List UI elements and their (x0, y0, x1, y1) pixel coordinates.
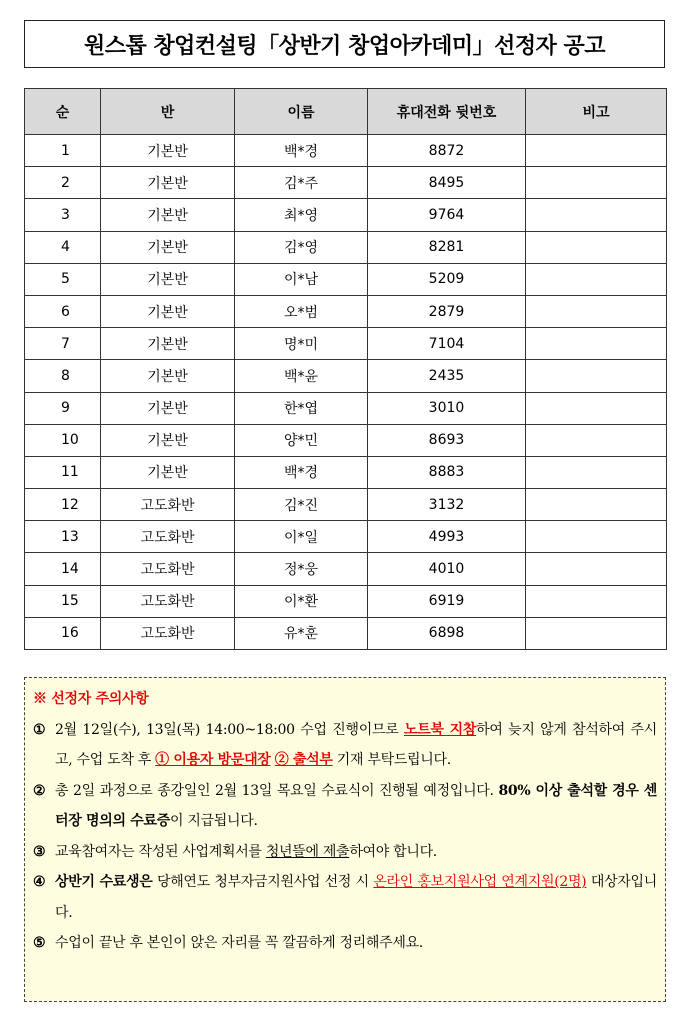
cell-class: 기본반 (101, 263, 235, 295)
table-row (25, 295, 667, 327)
cell-phone: 6919 (368, 585, 526, 617)
cell-phone: 8872 (368, 135, 526, 167)
cell-class: 기본반 (101, 199, 235, 231)
cell-name: 김*주 (235, 167, 368, 199)
cell-note (526, 199, 667, 231)
cell-no: 3 (25, 199, 101, 231)
table-row (25, 456, 667, 488)
notice-item-5: ⑤ 수업이 끝난 후 본인이 앉은 자리를 꼭 깔끔하게 정리해주세요. (33, 928, 657, 959)
cell-class: 기본반 (101, 135, 235, 167)
cell-no: 2 (25, 167, 101, 199)
cell-phone: 9764 (368, 199, 526, 231)
table-row (25, 263, 667, 295)
cell-no: 13 (25, 521, 101, 553)
header-note: 비고 (526, 89, 667, 135)
cell-no: 8 (25, 360, 101, 392)
cell-no: 9 (25, 392, 101, 424)
notice-item-2: ② 총 2일 과정으로 종강일인 2월 13일 목요일 수료식이 진행될 예정입니다. 80% 이상 출석할 경우 센터장 명의의 수료증이 지급됩니다. (33, 776, 657, 837)
cell-note (526, 231, 667, 263)
cell-name: 김*진 (235, 489, 368, 521)
cell-name: 한*엽 (235, 392, 368, 424)
cell-no: 11 (25, 456, 101, 488)
header-class: 반 (101, 89, 235, 135)
cell-note (526, 489, 667, 521)
cell-name: 양*민 (235, 424, 368, 456)
table-row (25, 424, 667, 456)
certificate-condition: 80% 이상 출석할 경우 센터장 명의의 수료증 (55, 782, 657, 829)
notice-item-number: ② (33, 782, 46, 799)
table-row (25, 521, 667, 553)
table-row (25, 489, 667, 521)
cell-class: 기본반 (101, 424, 235, 456)
online-promo-support: 온라인 홍보지원사업 연계지원(2명) (373, 874, 587, 890)
cell-phone: 8495 (368, 167, 526, 199)
header-no: 순 (25, 89, 101, 135)
page-title: 원스톱 창업컨설팅「상반기 창업아카데미」선정자 공고 (24, 20, 665, 68)
cell-class: 고도화반 (101, 617, 235, 649)
notice-item-number: ④ (33, 874, 46, 890)
header-name: 이름 (235, 89, 368, 135)
cell-class: 기본반 (101, 295, 235, 327)
notice-item-1: ① 2월 12일(수), 13일(목) 14:00~18:00 수업 진행이므로 노트북 지참하여 늦지 않게 참석하여 주시고, 수업 도착 후 ① 이용자 방문대장 ② 출석부 기재 부탁드립니다. (33, 715, 657, 776)
table-row (25, 553, 667, 585)
cell-no: 10 (25, 424, 101, 456)
cell-name: 정*웅 (235, 553, 368, 585)
cell-class: 고도화반 (101, 489, 235, 521)
cell-name: 명*미 (235, 328, 368, 360)
header-phone: 휴대전화 뒷번호 (368, 89, 526, 135)
table-row (25, 167, 667, 199)
cell-no: 6 (25, 295, 101, 327)
cell-note (526, 392, 667, 424)
notice-item-number: ① (33, 721, 46, 738)
attendance-sheet: ② 출석부 (274, 752, 333, 768)
cell-name: 백*경 (235, 456, 368, 488)
notice-heading: ※ 선정자 주의사항 (33, 691, 149, 707)
cell-name: 김*영 (235, 231, 368, 263)
table-row (25, 231, 667, 263)
cell-note (526, 263, 667, 295)
cell-name: 오*범 (235, 295, 368, 327)
cell-name: 이*일 (235, 521, 368, 553)
cell-note (526, 456, 667, 488)
cell-no: 12 (25, 489, 101, 521)
cell-note (526, 328, 667, 360)
cell-note (526, 585, 667, 617)
cell-phone: 5209 (368, 263, 526, 295)
cell-no: 16 (25, 617, 101, 649)
cell-phone: 4010 (368, 553, 526, 585)
selection-table (24, 88, 667, 650)
cell-phone: 4993 (368, 521, 526, 553)
cell-no: 15 (25, 585, 101, 617)
first-half-graduates: 상반기 수료생은 (55, 874, 153, 890)
cell-phone: 6898 (368, 617, 526, 649)
table-header-row (25, 89, 667, 135)
cell-name: 유*훈 (235, 617, 368, 649)
cell-class: 기본반 (101, 231, 235, 263)
cell-name: 백*윤 (235, 360, 368, 392)
cell-class: 고도화반 (101, 521, 235, 553)
table-row (25, 585, 667, 617)
cell-note (526, 295, 667, 327)
cell-class: 기본반 (101, 456, 235, 488)
cell-class: 기본반 (101, 328, 235, 360)
notice-item-4: ④ 상반기 수료생은 당해연도 청부자금지원사업 선정 시 온라인 홍보지원사업 연계지원(2명) 대상자입니다. (33, 867, 657, 928)
cell-phone: 8693 (368, 424, 526, 456)
cell-phone: 2435 (368, 360, 526, 392)
cell-no: 7 (25, 328, 101, 360)
cell-name: 이*환 (235, 585, 368, 617)
cell-class: 기본반 (101, 360, 235, 392)
cell-class: 고도화반 (101, 553, 235, 585)
cell-class: 기본반 (101, 167, 235, 199)
cell-note (526, 360, 667, 392)
cell-name: 백*경 (235, 135, 368, 167)
notice-box (24, 677, 666, 1002)
table-row (25, 617, 667, 649)
table-row (25, 328, 667, 360)
cell-phone: 3010 (368, 392, 526, 424)
notice-item-number: ③ (33, 843, 46, 860)
cell-note (526, 135, 667, 167)
visitor-log: ① 이용자 방문대장 (155, 752, 271, 768)
cell-name: 최*영 (235, 199, 368, 231)
submit-location: 청년뜰에 제출 (265, 843, 350, 860)
cell-phone: 7104 (368, 328, 526, 360)
cell-no: 5 (25, 263, 101, 295)
notice-item-number: ⑤ (33, 935, 46, 951)
notice-item-3: ③ 교육참여자는 작성된 사업계획서를 청년뜰에 제출하여야 합니다. (33, 837, 657, 868)
cell-note (526, 617, 667, 649)
cell-phone: 3132 (368, 489, 526, 521)
cell-class: 기본반 (101, 392, 235, 424)
cell-no: 1 (25, 135, 101, 167)
table-row (25, 199, 667, 231)
laptop-required: 노트북 지참 (403, 721, 477, 738)
cell-class: 고도화반 (101, 585, 235, 617)
cell-phone: 8883 (368, 456, 526, 488)
cell-phone: 8281 (368, 231, 526, 263)
table-row (25, 135, 667, 167)
cell-no: 4 (25, 231, 101, 263)
cell-no: 14 (25, 553, 101, 585)
table-row (25, 392, 667, 424)
cell-phone: 2879 (368, 295, 526, 327)
cell-note (526, 424, 667, 456)
table-row (25, 360, 667, 392)
cell-note (526, 167, 667, 199)
cell-name: 이*남 (235, 263, 368, 295)
cell-note (526, 521, 667, 553)
cell-note (526, 553, 667, 585)
